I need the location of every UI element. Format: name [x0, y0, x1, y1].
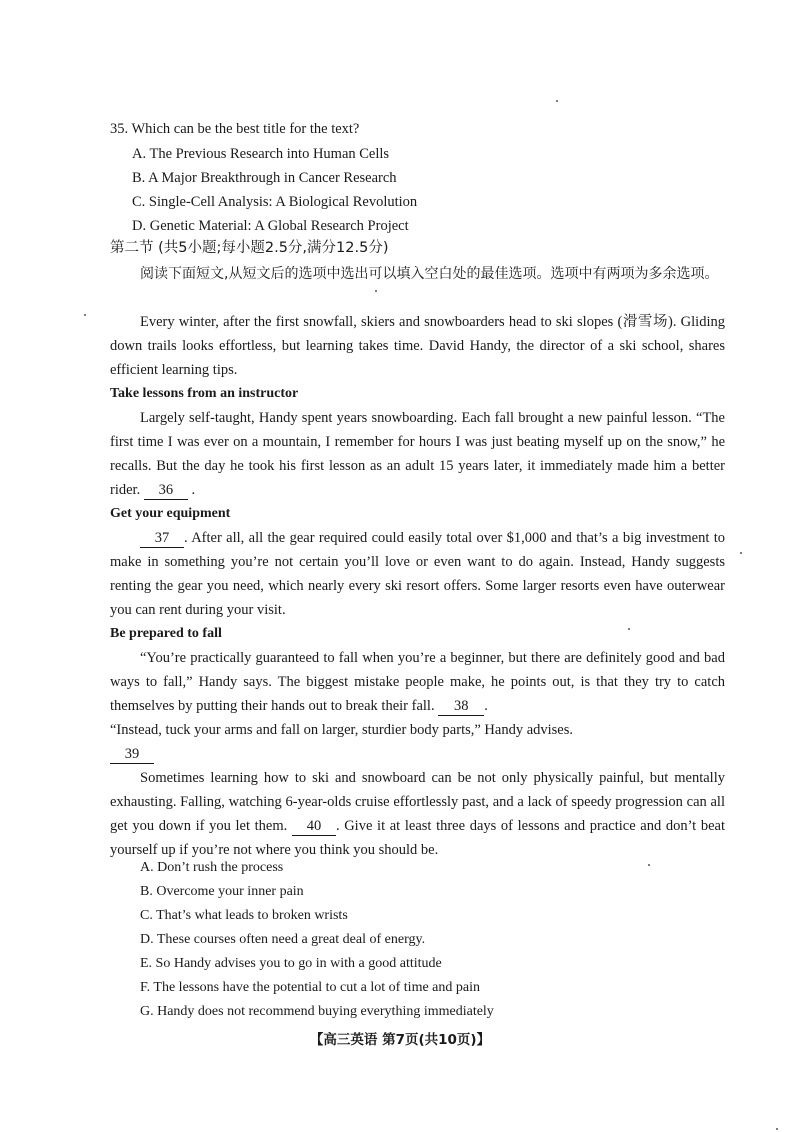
paragraph-text: . After all, all the gear required could easily total over $1,000 and that’s a big investment to make in something you’re not certain you’ll love or even want to do again. Instead, Handy suggests renting the gear you need, which nearly every ski resort offers. Some larger resorts even have outerwear you can rent during your visit. — [110, 530, 725, 618]
option-c: C. Single-Cell Analysis: A Biological Revolution — [132, 194, 418, 210]
scan-speck — [740, 552, 742, 554]
heading-equipment: Get your equipment — [110, 506, 231, 521]
blank-39[interactable]: 39 — [110, 745, 154, 764]
passage — [110, 310, 725, 862]
paragraph-mental — [110, 766, 725, 862]
paragraph-fall: “You’re practically guaranteed to fall when you’re a beginner, but there are definitely good and bad ways to fall,” Handy says. The biggest mistake people make, he points out, is that they try to catch themselves by putting their hands out to break their fall. 38 . “Instead, tuck your arms and fall on larger, sturdier body parts,” Handy advises. — [110, 650, 725, 738]
paragraph-text: “Instead, tuck your arms and fall on larger, sturdier body parts,” Handy advises. — [110, 722, 574, 738]
blank-37[interactable]: 37 — [140, 529, 184, 548]
choice-c: C. That’s what leads to broken wrists — [140, 908, 348, 923]
choice-b: B. Overcome your inner pain — [140, 884, 304, 899]
question-stem: 35. Which can be the best title for the text? — [110, 121, 360, 137]
heading-39-row — [110, 742, 725, 766]
scan-speck — [375, 290, 377, 292]
answer-choices — [140, 856, 494, 1024]
scan-speck — [776, 1128, 778, 1130]
option-b: B. A Major Breakthrough in Cancer Research — [132, 170, 397, 186]
scan-speck — [628, 628, 630, 630]
choice-d: D. These courses often need a great deal of energy. — [140, 932, 426, 947]
choice-e: E. So Handy advises you to go in with a good attitude — [140, 956, 442, 971]
intro-paragraph: Every winter, after the first snowfall, skiers and snowboarders head to ski slopes (滑雪场). Gliding down trails looks effortless, but learning takes time. David Handy, the director of a ski school, shares efficient learning tips. — [110, 314, 725, 378]
choice-g: G. Handy does not recommend buying everything immediately — [140, 1004, 494, 1019]
question-35 — [110, 118, 710, 238]
option-d: D. Genetic Material: A Global Research Project — [132, 218, 409, 234]
heading-fall: Be prepared to fall — [110, 626, 222, 641]
choice-a: A. Don’t rush the process — [140, 860, 284, 875]
option-a: A. The Previous Research into Human Cells — [132, 146, 390, 162]
blank-38[interactable]: 38 — [438, 697, 484, 716]
paragraph-lessons: Largely self-taught, Handy spent years snowboarding. Each fall brought a new painful lesson. “The first time I was ever on a mountain, I remember for hours I was just beating myself up on the snow,” he recalls. But the day he took his first lesson as an adult 15 years later, it immediately made him a better rider. 36 . — [110, 410, 725, 498]
choice-f: F. The lessons have the potential to cut a lot of time and pain — [140, 980, 480, 995]
scan-speck — [84, 314, 86, 316]
scan-speck — [556, 100, 558, 102]
paragraph-text: Sometimes learning how to ski and snowboard can be not only physically painful, but mentally exhausting. Falling, watching 6-year-olds cruise effortlessly past, and a lack of speedy progression can all get you down if you let them. — [110, 770, 725, 834]
section-instruction: 阅读下面短文,从短文后的选项中选出可以填入空白处的最佳选项。选项中有两项为多余选项。 — [140, 266, 719, 282]
blank-40[interactable]: 40 — [292, 817, 336, 836]
section-heading: 第二节 (共5小题;每小题2.5分,满分12.5分) — [110, 240, 389, 256]
page-footer: 【高三英语 第7页(共10页)】 — [309, 1032, 491, 1048]
heading-lessons: Take lessons from an instructor — [110, 386, 299, 401]
scan-speck — [648, 864, 650, 866]
paragraph-text: “You’re practically guaranteed to fall when you’re a beginner, but there are definitely good and bad ways to fall,” Handy says. The biggest mistake people make, he points out, is that they try to catch themselves by putting their hands out to break their fall. — [110, 650, 725, 714]
paragraph-text: Largely self-taught, Handy spent years snowboarding. Each fall brought a new painful lesson. “The first time I was ever on a mountain, I remember for hours I was just beating myself up on the snow,” he recalls. But the day he took his first lesson as an adult 15 years later, it immediately made him a better rider. — [110, 410, 725, 498]
blank-36[interactable]: 36 — [144, 481, 188, 500]
paragraph-text: . Give it at least three days of lessons and practice and don’t beat yourself up if you’re not where you think you should be. — [110, 818, 726, 858]
paragraph-equipment — [110, 526, 725, 622]
